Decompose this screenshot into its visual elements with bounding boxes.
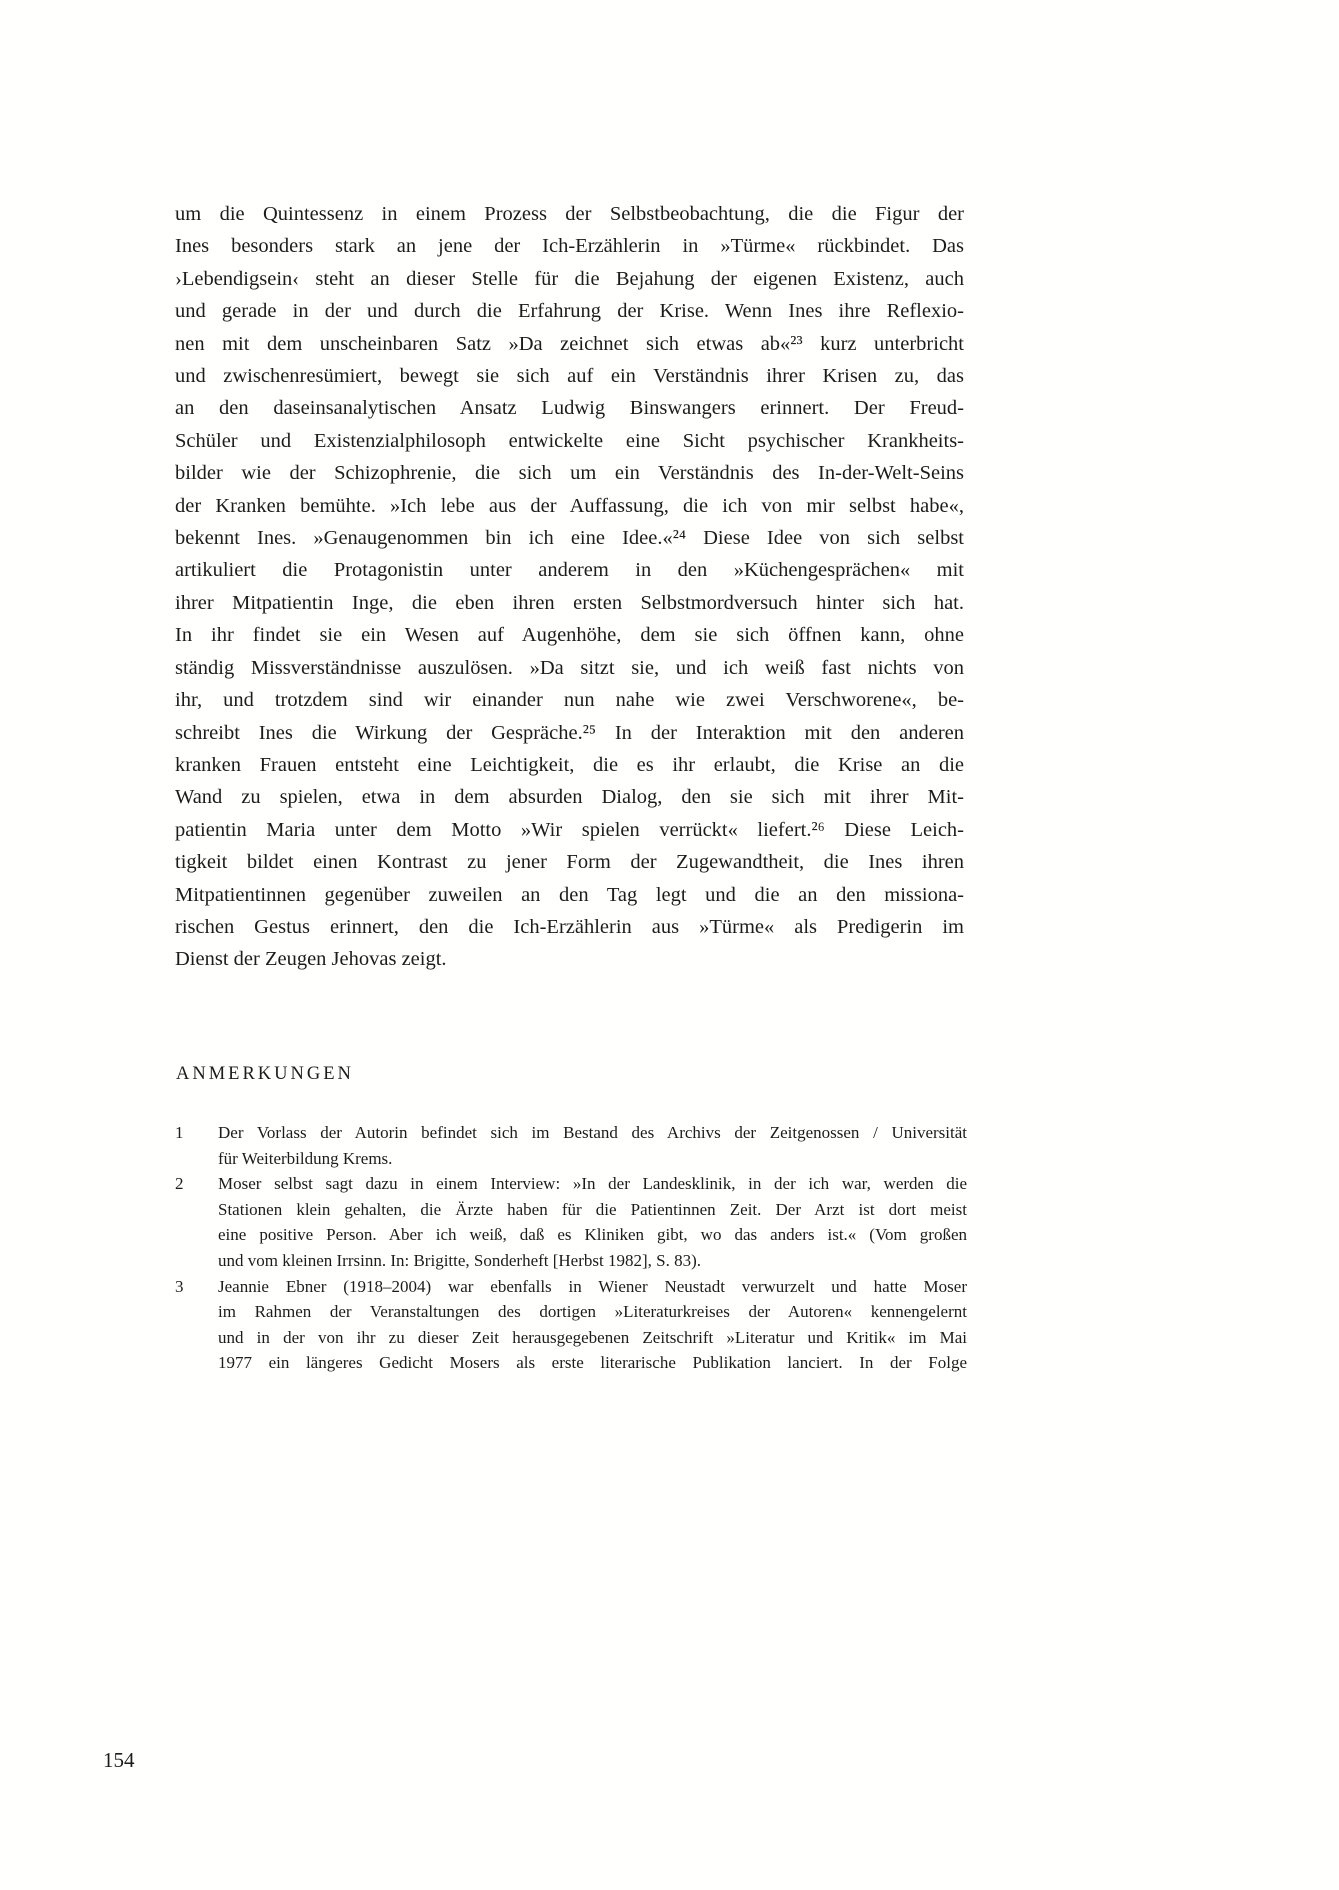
footnote-text bbox=[218, 1274, 967, 1376]
body-line: der Kranken bemühte. »Ich lebe aus der Auffassung, die ich von mir selbst habe«, bbox=[175, 494, 964, 517]
body-line: Ines besonders stark an jene der Ich-Erzählerin in »Türme« rückbindet. Das bbox=[175, 235, 964, 258]
footnote-number: 3 bbox=[175, 1276, 184, 1296]
footnote-line: Jeannie Ebner (1918–2004) war ebenfalls in Wiener Neustadt verwurzelt und hatte Moser bbox=[218, 1276, 967, 1296]
body-line: ihr, und trotzdem sind wir einander nun nahe wie zwei Verschworene«, be- bbox=[175, 689, 964, 712]
notes-heading: ANMERKUNGEN bbox=[176, 1064, 354, 1084]
footnote-line: 1977 ein längeres Gedicht Mosers als erste literarische Publikation lanciert. In der Folge bbox=[218, 1353, 967, 1373]
footnote-text bbox=[218, 1120, 967, 1171]
footnote-line: und in der von ihr zu dieser Zeit herausgegebenen Zeitschrift »Literatur und Kritik« im Mai bbox=[218, 1327, 967, 1347]
body-line: patientin Maria unter dem Motto »Wir spielen verrückt« liefert.²⁶ Diese Leich- bbox=[175, 818, 964, 841]
body-line: an den daseinsanalytischen Ansatz Ludwig Binswangers erinnert. Der Freud- bbox=[175, 397, 964, 420]
footnote-line: eine positive Person. Aber ich weiß, daß es Kliniken gibt, wo das anders ist.« (Vom großen bbox=[218, 1225, 967, 1245]
body-line: um die Quintessenz in einem Prozess der Selbstbeobachtung, die die Figur der bbox=[175, 203, 964, 225]
footnote-line: Der Vorlass der Autorin befindet sich im Bestand des Archivs der Zeitgenossen / Universität bbox=[218, 1123, 967, 1142]
body-line: und zwischenresümiert, bewegt sie sich auf ein Verständnis ihrer Krisen zu, das bbox=[175, 365, 964, 388]
footnote bbox=[175, 1171, 967, 1273]
body-line: ständig Missverständnisse auszulösen. »Da sitzt sie, und ich weiß fast nichts von bbox=[175, 656, 964, 679]
footnote-number: 2 bbox=[175, 1174, 184, 1194]
body-line: ›Lebendigsein‹ steht an dieser Stelle für die Bejahung der eigenen Existenz, auch bbox=[175, 267, 964, 290]
body-line: nen mit dem unscheinbaren Satz »Da zeichnet sich etwas ab«²³ kurz unterbricht bbox=[175, 332, 964, 355]
body-line: schreibt Ines die Wirkung der Gespräche.²⁵ In der Interaktion mit den anderen bbox=[175, 721, 964, 744]
body-line: bekennt Ines. »Genaugenommen bin ich eine Idee.«²⁴ Diese Idee von sich selbst bbox=[175, 527, 964, 550]
footnotes-list bbox=[175, 1120, 967, 1376]
body-line: bilder wie der Schizophrenie, die sich um ein Verständnis des In-der-Welt-Seins bbox=[175, 462, 964, 485]
footnote-line: und vom kleinen Irrsinn. In: Brigitte, Sonderheft [Herbst 1982], S. 83). bbox=[218, 1250, 702, 1270]
body-line: tigkeit bildet einen Kontrast zu jener Form der Zugewandtheit, die Ines ihren bbox=[175, 851, 964, 874]
footnote-number: 1 bbox=[175, 1123, 184, 1142]
page-number: 154 bbox=[103, 1748, 135, 1772]
footnote-line: für Weiterbildung Krems. bbox=[218, 1148, 393, 1168]
footnote-line: Moser selbst sagt dazu in einem Interview: »In der Landesklinik, in der ich war, werden die bbox=[218, 1174, 967, 1194]
body-line: Dienst der Zeugen Jehovas zeigt. bbox=[175, 948, 447, 971]
footnote bbox=[175, 1274, 967, 1376]
body-line: artikuliert die Protagonistin unter anderem in den »Küchengesprächen« mit bbox=[175, 559, 964, 582]
body-line: In ihr findet sie ein Wesen auf Augenhöhe, dem sie sich öffnen kann, ohne bbox=[175, 624, 964, 647]
body-line: rischen Gestus erinnert, den die Ich-Erzählerin aus »Türme« als Predigerin im bbox=[175, 915, 964, 938]
body-line: Mitpatientinnen gegenüber zuweilen an den Tag legt und die an den missiona- bbox=[175, 883, 964, 906]
body-paragraph bbox=[175, 198, 964, 976]
body-line: Wand zu spielen, etwa in dem absurden Dialog, den sie sich mit ihrer Mit- bbox=[175, 786, 964, 809]
body-line: Schüler und Existenzialphilosoph entwickelte eine Sicht psychischer Krankheits- bbox=[175, 429, 964, 452]
footnote-line: Stationen klein gehalten, die Ärzte haben für die Patientinnen Zeit. Der Arzt ist dort meist bbox=[218, 1199, 967, 1219]
footnote-text bbox=[218, 1171, 967, 1273]
body-line: ihrer Mitpatientin Inge, die eben ihren ersten Selbstmordversuch hinter sich hat. bbox=[175, 591, 964, 614]
body-line: und gerade in der und durch die Erfahrung der Krise. Wenn Ines ihre Reflexio- bbox=[175, 300, 964, 323]
footnote bbox=[175, 1120, 967, 1171]
footnote-line: im Rahmen der Veranstaltungen des dortigen »Literaturkreises der Autoren« kennengelernt bbox=[218, 1302, 967, 1322]
body-line: kranken Frauen entsteht eine Leichtigkeit, die es ihr erlaubt, die Krise an die bbox=[175, 753, 964, 776]
